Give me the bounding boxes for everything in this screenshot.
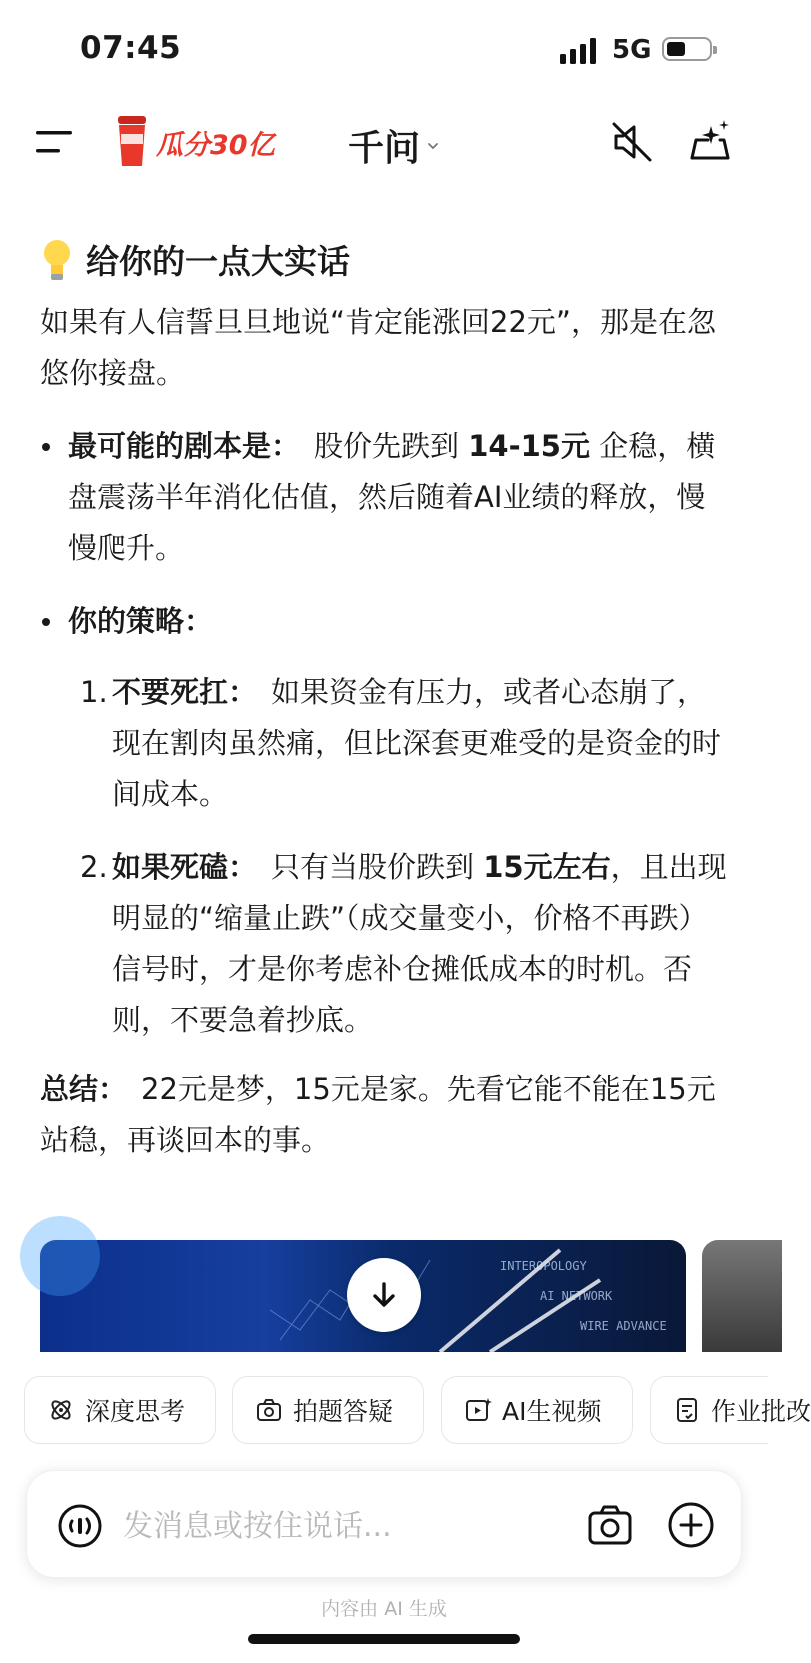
- promo-text: 瓜分30亿: [156, 129, 275, 161]
- video-icon: [464, 1396, 492, 1424]
- scroll-down-button[interactable]: [347, 1258, 421, 1332]
- bullet-item: [40, 421, 730, 574]
- summary: [40, 1064, 730, 1166]
- chip-label: AI生视频: [502, 1397, 602, 1426]
- lightbulb-icon: [40, 238, 74, 282]
- mute-icon[interactable]: [610, 120, 654, 164]
- message-input[interactable]: 发消息或按住说话...: [123, 1509, 392, 1544]
- bullet-text: 股价先跌到: [314, 429, 469, 463]
- arrow-down-icon: [369, 1280, 399, 1310]
- item-number: 2.: [80, 850, 108, 884]
- status-time: 07:45: [80, 30, 182, 66]
- item-number: 1.: [80, 675, 108, 709]
- section-heading: [40, 236, 730, 283]
- chip-ai-video[interactable]: [441, 1376, 633, 1444]
- chip-label: 作业批改: [711, 1397, 811, 1426]
- cup-icon: [114, 116, 150, 168]
- item-text: 只有当股价跌到: [271, 850, 484, 884]
- video-card[interactable]: [702, 1240, 782, 1352]
- battery-icon: [662, 37, 712, 61]
- numbered-item: [40, 842, 730, 1046]
- bullet-label: 你的策略：: [68, 604, 214, 638]
- summary-text: 22元是梦，15元是家。先看它能不能在15元站稳，再谈回本的事。: [40, 1072, 716, 1157]
- atom-icon: [47, 1396, 75, 1424]
- item-label: 如果死磕：: [112, 850, 258, 884]
- chip-label: 深度思考: [85, 1397, 186, 1426]
- homework-icon: [673, 1396, 701, 1424]
- svg-text:WIRE ADVANCE: WIRE ADVANCE: [580, 1319, 667, 1333]
- svg-text:AI NETWORK: AI NETWORK: [540, 1289, 613, 1303]
- svg-text:INTEROPOLOGY: INTEROPOLOGY: [500, 1259, 587, 1273]
- heading-text: 给你的一点大实话: [86, 242, 350, 281]
- promo-banner[interactable]: [114, 114, 275, 170]
- new-chat-sparkle-icon[interactable]: [688, 118, 734, 162]
- bullet-bold: 14-15元: [468, 429, 590, 463]
- app-title: 千问: [348, 128, 421, 169]
- chip-homework[interactable]: [650, 1376, 811, 1444]
- home-indicator[interactable]: [248, 1634, 520, 1644]
- summary-label: 总结：: [40, 1072, 128, 1106]
- chip-deep-thinking[interactable]: [24, 1376, 216, 1444]
- camera-icon: [255, 1396, 283, 1424]
- bullet-item: [40, 596, 730, 647]
- assistant-message: [40, 236, 730, 1166]
- item-text: ，且出现明显的“缩量止跌”（成交量变小，价格不再跌）信号时，才是你考虑补仓摊低成本的时机。否则，不要急着抄底。: [112, 850, 727, 1037]
- voice-icon[interactable]: [57, 1503, 103, 1549]
- bullet-label: 最可能的剧本是：: [68, 429, 301, 463]
- bullet-text: 企稳，横盘震荡半年消化估值，然后随着AI业绩的释放，慢慢爬升。: [68, 429, 716, 565]
- model-selector[interactable]: [348, 120, 440, 171]
- item-label: 不要死扛：: [112, 675, 258, 709]
- ai-disclaimer: 内容由 AI 生成: [321, 1598, 447, 1620]
- item-bold: 15元左右: [483, 850, 611, 884]
- chip-label: 拍题答疑: [293, 1397, 394, 1426]
- item-text: 如果资金有压力，或者心态崩了，现在割肉虽然痛，但比深套更难受的是资金的时间成本。: [112, 675, 722, 811]
- plus-icon[interactable]: [667, 1501, 715, 1549]
- chevron-down-icon: [426, 139, 440, 153]
- camera-icon[interactable]: [587, 1503, 633, 1547]
- signal-icon: [560, 38, 600, 64]
- message-input-bar[interactable]: [26, 1470, 742, 1578]
- intro-text: 如果有人信誓旦旦地说“肯定能涨回22元”，那是在忽悠你接盘。: [40, 305, 716, 390]
- network-type: 5G: [612, 35, 652, 65]
- numbered-item: [40, 667, 730, 820]
- menu-icon[interactable]: [36, 129, 76, 155]
- chip-photo-question[interactable]: [232, 1376, 424, 1444]
